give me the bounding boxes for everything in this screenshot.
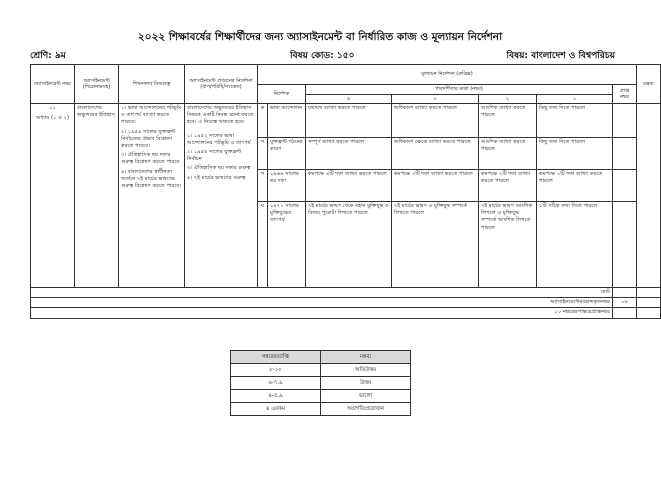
rubric-indicator: ১৯৭১ সালের মুক্তিযুদ্ধের তাৎপর্য (268, 202, 306, 288)
assignment-title: বাংলাদেশের অভ্যুদয়ের ইতিহাস (75, 104, 119, 288)
header-levels: পারদর্শিতার মাত্রা (নম্বর) (306, 85, 613, 95)
score-comment: অগ্রগতিপ্রয়োজন (321, 403, 411, 416)
score-range: ৬-৭.৯ (231, 377, 321, 390)
rubric-level-4: ৭ই মার্চের ভাষণ থেকে মহান মুক্তিযুদ্ধ ও বিজয় পুরোটা লিখতে পারলে (306, 202, 392, 288)
assignment-table (30, 64, 661, 319)
rubric-level-1: কিছু তথ্য দিতে পারলে (537, 138, 613, 170)
rubric-level-2: আংশিক ব্যাখ্যা করতে পারলে (479, 104, 537, 138)
assignment-total-label: অ্যাসাইনমেন্টেরবরাদ্দকৃতনম্বর (31, 298, 613, 308)
total-value (613, 288, 637, 298)
assignment-total-value: ১৬ (613, 298, 637, 308)
score-scale-header (231, 351, 411, 364)
header-guideline: অ্যাসাইনমেন্ট প্রণয়নের নির্দেশনা (ধাপ/পরিধি/সংকেত) (185, 65, 258, 104)
header-learning-outcome: শিখনফল/ বিষয়বস্তু (119, 65, 185, 104)
marks-cell (613, 138, 637, 170)
rubric-level-2: ৭ই মার্চের ভাষণ আংশিক লিখলে ও মুক্তিযুদ্ধ সম্পর্কে আংশিক লিখতে পারলে (479, 202, 537, 288)
rubric-code: ক (258, 104, 268, 138)
rubric-level-1: কিছু তথ্য দিতে পারলে (537, 104, 613, 138)
rubric-code: গ (258, 170, 268, 202)
outcome-item: ৩। ঐতিহাসিক ছয় দফার গুরুত্ব বিশ্লেষণ করতে পারবে (121, 152, 180, 166)
score-comment-header: মন্তব্য (321, 351, 411, 364)
total-comment (637, 288, 661, 298)
score-range: ৪ এরকম (231, 403, 321, 416)
score-comment: অতিউত্তম (321, 364, 411, 377)
guideline-item: ৪। ৭ই মার্চের ভাষণের গুরুত্ব (187, 174, 246, 181)
rubric-level-3: অধিকাংশ ব্যাখ্যা করতে পারলে (392, 104, 479, 138)
rubric-level-4: যথাযথ ব্যাখ্যা করতে পারলে (306, 104, 392, 138)
rubric-code: ঘ (258, 202, 268, 288)
assignment-chapter: অধ্যায় (১ ও ২) (35, 115, 70, 122)
total-label: মোট (31, 288, 613, 298)
total-row (31, 288, 661, 298)
meta-row (30, 48, 615, 60)
rubric-level-2: কমপক্ষে ২টি দফা ব্যাখ্যা করতে পারলে (479, 170, 537, 202)
score-scale-row (231, 377, 411, 390)
assignment-number: ০১ (49, 105, 56, 111)
rubric-level-1: ১টি সঠিক তথ্য দিতে পারলে (537, 202, 613, 288)
rubric-indicator: ১৯৬৬ সালের ছয় দফা (268, 170, 306, 202)
score-scale-row (231, 403, 411, 416)
marks-cell (613, 104, 637, 138)
header-indicator: নির্দেশক (258, 85, 306, 104)
outcome-item: ২। ১৯৫৪ সালের যুক্তফ্রন্ট নির্বাচনের প্রভাব বিশ্লেষণ করতে পারবে। (121, 128, 176, 150)
page-title: ২০২২ শিক্ষাবর্ষের শিক্ষার্থীদের জন্য অ্যাসাইনমেন্ট বা নির্ধারিত কাজ ও মূল্যায়ন নির্দেশনা (137, 31, 503, 43)
rubric-level-1: কমপক্ষে ১টি দফা ব্যাখ্যা করতে পারলে (537, 170, 613, 202)
marks-cell (613, 202, 637, 288)
guideline-item: ৩। ঐতিহাসিক ছয় দফার গুরুত্ব (187, 165, 251, 172)
rubric-level-3: কমপক্ষে ৩টি দফা ব্যাখ্যা করতে পারলে (392, 170, 479, 202)
assignment-number-cell (31, 104, 75, 288)
header-level-1: ১ (537, 94, 613, 104)
guideline-item: ১। ১৯৫২ সালের ভাষা আন্দোলনের পটভূমি ও তাৎপর্য (187, 132, 251, 146)
header-evaluation: মূল্যায়ন নির্দেশনা (রুব্রিক্স) (258, 65, 637, 85)
score-range-header: নম্বরেরব্যাপ্তি (231, 351, 321, 364)
rubric-level-4: সম্পূর্ণ ব্যাখ্যা করতে পারলে (306, 138, 392, 170)
score-range: ৮-১০ (231, 364, 321, 377)
score-scale-row (231, 390, 411, 403)
score-range: ৪-৫.৯ (231, 390, 321, 403)
header-marks-received: প্রাপ্ত নম্বর (613, 85, 637, 104)
subject-code-label: বিষয় কোড: ১৫০ (290, 51, 355, 61)
outcome-item: ১। ভাষা আন্দোলনের পটভূমি ও তাৎপর্য ব্যাখ্যা করতে পারবে। (121, 105, 182, 126)
rubric-indicator: যুক্তফ্রন্ট গঠনের কারণ (268, 138, 306, 170)
header-level-4: ৪ (306, 94, 392, 104)
score-scale-row (231, 364, 411, 377)
assignment-guidelines (185, 104, 258, 288)
rubric-level-4: কমপক্ষে ৪টি দফা ব্যাখ্যা করতে পারলে (306, 170, 392, 202)
rubric-level-2: আংশিক ব্যাখ্যা করতে পারলে (479, 138, 537, 170)
header-assignment-no: অ্যাসাইনমেন্ট নম্বর (31, 65, 75, 104)
ten-scale-label: ১০ নম্বরেরূপান্তরেপ্রাপ্তনম্বর (31, 308, 613, 318)
guideline-item: বাংলাদেশের অভ্যুদয়ের ইতিহাস বিষয়ক একটি নিবন্ধ রচনা করতে হবে। এ নিবন্ধে থাকতে হবে: (187, 105, 254, 126)
score-comment: ভালো (321, 390, 411, 403)
ten-scale-value (613, 308, 637, 318)
guideline-item: ২। ১৯৫৪ সালের যুক্তফ্রন্ট নির্বাচন (187, 149, 242, 163)
class-label: শ্রেণি: ৯ম (30, 51, 66, 61)
header-level-3: ৩ (392, 94, 479, 104)
score-comment: উত্তম (321, 377, 411, 390)
rubric-indicator: ভাষা আন্দোলন (268, 104, 306, 138)
rubric-row (31, 104, 661, 138)
ten-scale-row (31, 308, 661, 318)
ten-scale-comment (637, 308, 661, 318)
rubric-code: খ (258, 138, 268, 170)
assignment-total-comment (637, 298, 661, 308)
score-scale-table (230, 350, 411, 416)
rubric-level-3: অধিকাংশ ক্ষেত্রে ব্যাখ্যা করতে পারলে (392, 138, 479, 170)
rubric-level-3: ৭ই মার্চের ভাষণ ও মুক্তিযুদ্ধ সম্পর্কে লিখতে পারলে (392, 202, 479, 288)
header-assignment-title: অ্যাসাইনমেন্ট (শিরোনামসহ) (75, 65, 119, 104)
subject-label: বিষয়: বাংলাদেশ ও বিশ্বপরিচয় (506, 51, 615, 61)
header-level-2: ২ (479, 94, 537, 104)
learning-outcomes (119, 104, 185, 288)
comment-cell (637, 104, 661, 288)
header-comment: মন্তব্য (637, 65, 661, 104)
outcome-item: ৪। বাংলাদেশের স্বাধীনতা অর্জনে ৭ই মার্চের ভাষণের গুরুত্ব বিশ্লেষণ করতে পারবে। (121, 168, 182, 190)
assignment-total-row (31, 298, 661, 308)
marks-cell (613, 170, 637, 202)
